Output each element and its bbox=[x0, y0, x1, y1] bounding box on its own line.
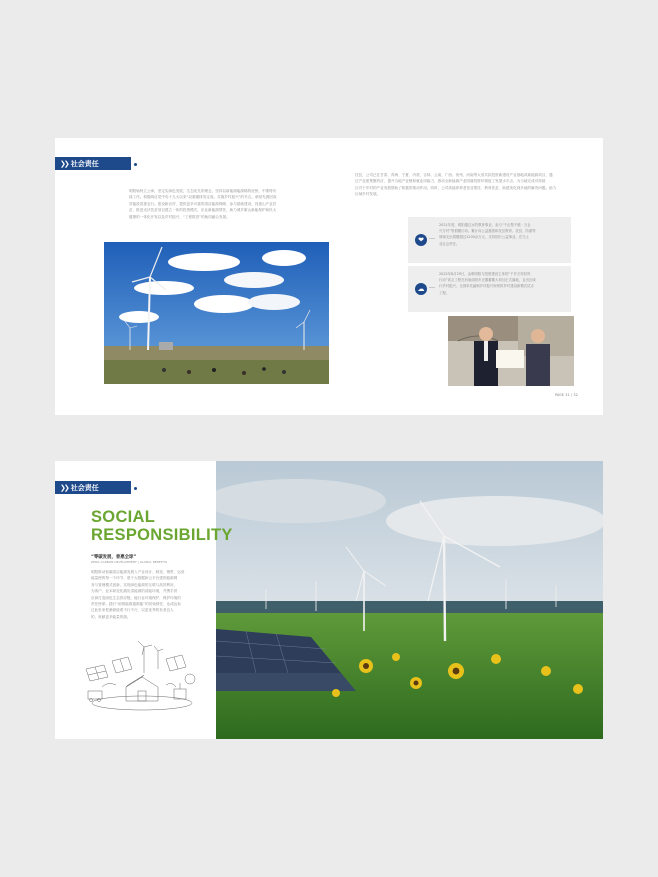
brochure-spread-top bbox=[55, 138, 603, 415]
wind-solar-field-photo bbox=[216, 461, 603, 739]
case-text bbox=[439, 271, 567, 296]
cloud-icon: ☁ bbox=[415, 283, 427, 295]
text-line: 扶贫，公司已在甘肃、青海、宁夏、内蒙、吉林、云南、广西、贵州、河南等大省共拟投资新建设产业基地或新能源项目，通 bbox=[355, 173, 553, 177]
text-line: 2022年8月29日，金明明阳与投资建设主体的“千乡万村驭风 bbox=[439, 272, 531, 276]
case-card-wind-action bbox=[408, 266, 571, 312]
text-line: 应商打造绿色生态供应链，能行业环境保护，保护环境的 bbox=[91, 595, 181, 600]
text-line: 责任使命。践行“助推能源通源能”的初始情任，达成达标 bbox=[91, 602, 181, 607]
wind-farm-photo bbox=[104, 242, 329, 384]
section-tag-label: 社会责任 bbox=[70, 483, 99, 492]
heart-icon: ❤ bbox=[415, 234, 427, 246]
text-line: 贫，推进光伏扶贫项目建立一体的投资模式，乐业新能源帮扶，助力城乡繁山新能保护和民太 bbox=[129, 208, 277, 213]
text-line: 效能改善惠农行。建设新农村，提供更多可靠的清洁能源保障，参与基础建设，同惠山产业扶 bbox=[129, 201, 277, 206]
section-tag bbox=[55, 481, 131, 494]
divider bbox=[429, 238, 435, 239]
text-line: 2021年度，明阳通过水钓教育事业，参与“千企帮千镇 · 万企 bbox=[439, 223, 531, 227]
section-tag-label: 社会责任 bbox=[70, 159, 99, 168]
text-line: 明阳推动低碳清洁能源发展入产业设计、制造、销售、运营 bbox=[91, 570, 185, 574]
page-number: PAGE 31 / 32 bbox=[555, 393, 578, 397]
section-tag bbox=[55, 157, 131, 170]
text-line: 区域乡村发展。 bbox=[355, 192, 381, 197]
tag-dot-icon bbox=[134, 487, 137, 490]
text-line: 过产业建集聚效应，提升当地产业链和就业岗能力，推动全新能源产业园落投资环境促了发展水平点，为当地完成可持续 bbox=[355, 179, 546, 184]
text-line: 的，贵献更多能量的源。 bbox=[91, 614, 131, 619]
intro-paragraph bbox=[129, 188, 336, 220]
text-line: 绿工作。积极响应党中央十九大以来“双重碳排发定成。实施乡村振兴”的号召。承财先源回高 bbox=[129, 195, 277, 200]
case-card-donation bbox=[408, 217, 571, 263]
text-line: 健康的一体化开发以及乡村振兴，“工程推进”的助同融合发展。 bbox=[129, 214, 230, 219]
text-line: 行动”试点工程在河南南阳市正蓄蓄蓄大项目正式落地，且出区域 bbox=[439, 278, 536, 283]
text-line: 行乡村振兴，全国率先编制乡村振兴规划的乡村建设新模式试点 bbox=[439, 284, 534, 289]
text-line: 区对于乡村的产业发展帮助了积极的推动作用。同时，公司高能养养老老业帮扶，教育扶贫，助建美化到多地的解决问题。助力 bbox=[355, 185, 557, 190]
title-line: RESPONSIBILITY bbox=[91, 526, 233, 544]
ceremony-photo bbox=[448, 316, 574, 386]
text-line: 能量使的每一个环节，基于大数据和云平台建的能源网 bbox=[91, 576, 178, 581]
double-chevron-icon: ❯❯ bbox=[60, 483, 68, 492]
case-text bbox=[439, 222, 567, 247]
text-line: 明阳始终立公承，坚定实绿色发展，生态优先的理念，坚持以新能源能源稀的优势，中推特功 bbox=[129, 189, 277, 193]
brochure-spread-bottom bbox=[55, 461, 603, 739]
text-line: 领域支出捐赠超过1200余万元，支持国行公益事业，在当土 bbox=[439, 235, 530, 240]
subtitle-english: ZERO-CARBON DEVELOPMENT | GLOBAL BENEFITS bbox=[91, 560, 168, 564]
text-line: 兴万村”等捐赠行动。累计向公益慈善和扶贫教育、扶贫、防重等 bbox=[439, 229, 536, 234]
right-paragraph bbox=[355, 172, 575, 198]
green-energy-illustration bbox=[82, 639, 204, 711]
title-line: SOCIAL bbox=[91, 508, 156, 526]
text-line: 为客户、业本和变化端应清能源的清能环境，并携手供 bbox=[91, 589, 178, 594]
text-line: 业社会责任。 bbox=[439, 241, 460, 246]
text-line: 务与管理模式创新，实现绿色能源的互联与高效利用， bbox=[91, 582, 178, 587]
text-line: 工程。 bbox=[439, 290, 450, 295]
tag-dot-icon bbox=[134, 163, 137, 166]
subtitle: “零碳发展，普惠全球” bbox=[91, 555, 137, 560]
text-line: 过此世来把渐源值系不行不行，以更优秀的有者良人 bbox=[91, 608, 174, 613]
body-paragraph bbox=[91, 569, 211, 620]
social-responsibility-title bbox=[91, 508, 233, 544]
divider bbox=[429, 287, 435, 288]
double-chevron-icon: ❯❯ bbox=[60, 159, 68, 168]
